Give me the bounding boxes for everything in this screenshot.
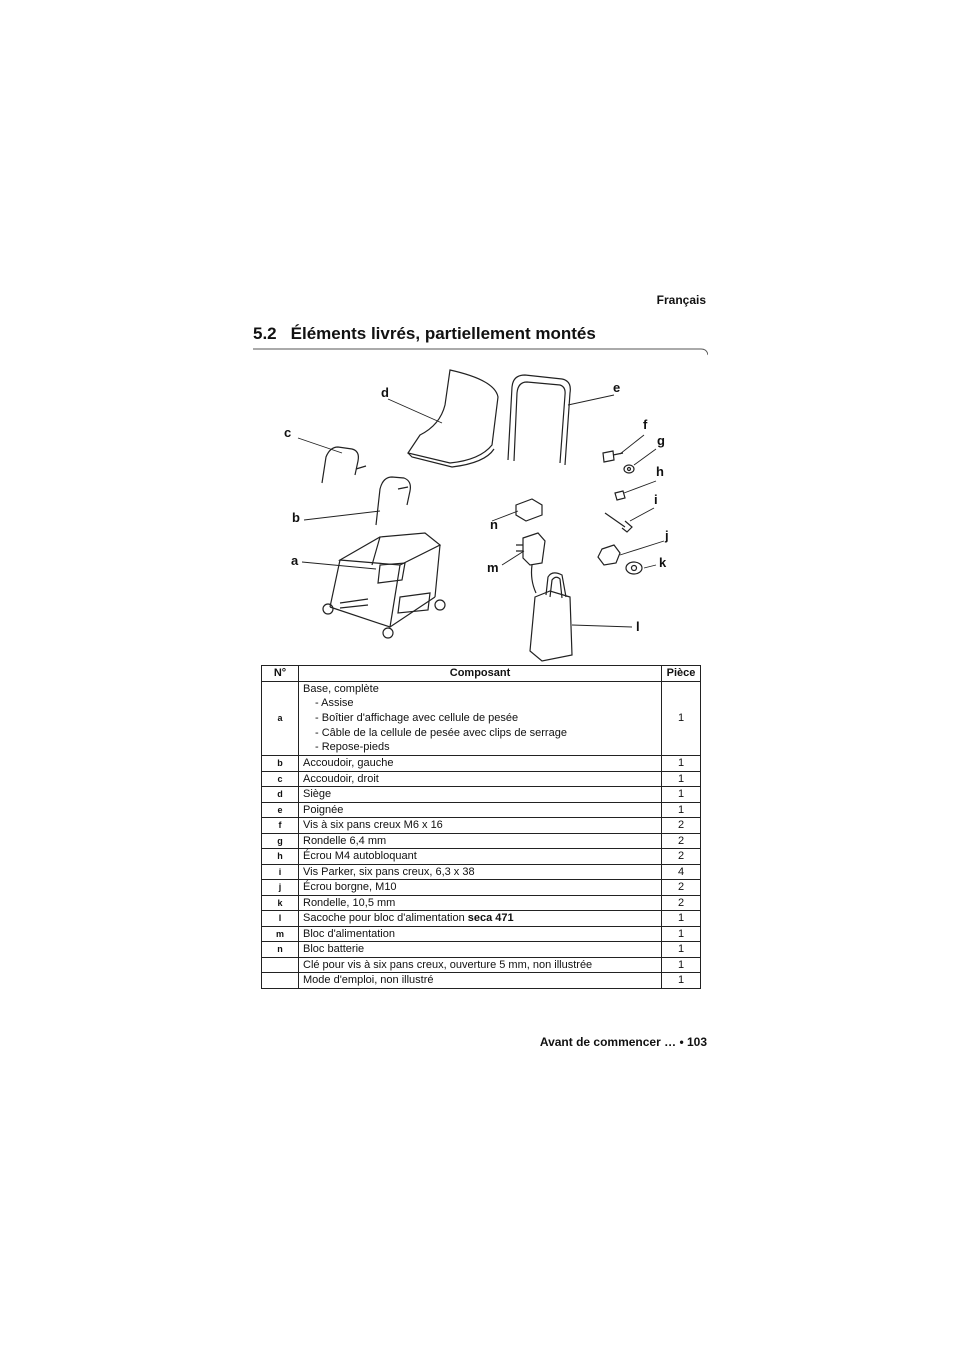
table-row bbox=[262, 957, 701, 973]
row-qty: 2 bbox=[662, 880, 701, 896]
sub-item: - Assise bbox=[303, 696, 657, 711]
row-component: Vis à six pans creux M6 x 16 bbox=[299, 818, 662, 834]
row-component: Mode d'emploi, non illustré bbox=[299, 973, 662, 989]
row-component: Poignée bbox=[299, 802, 662, 818]
leader-lines bbox=[298, 395, 664, 627]
row-component: Rondelle 6,4 mm bbox=[299, 833, 662, 849]
right-armrest-drawing bbox=[322, 447, 366, 483]
table-row bbox=[262, 849, 701, 865]
row-letter: a bbox=[262, 681, 299, 756]
row-qty: 1 bbox=[662, 756, 701, 772]
row-qty: 1 bbox=[662, 911, 701, 927]
header-component: Composant bbox=[299, 666, 662, 682]
row-component-main: Base, complète bbox=[303, 682, 379, 695]
seat-drawing bbox=[408, 370, 498, 467]
label-f: f bbox=[643, 417, 648, 432]
table-row bbox=[262, 911, 701, 927]
sub-item: - Repose-pieds bbox=[303, 740, 657, 755]
row-qty: 2 bbox=[662, 895, 701, 911]
row-component bbox=[299, 681, 662, 756]
row-component: Accoudoir, droit bbox=[299, 771, 662, 787]
row-component bbox=[299, 911, 662, 927]
label-n: n bbox=[490, 517, 498, 532]
row-qty: 1 bbox=[662, 787, 701, 803]
table-row bbox=[262, 802, 701, 818]
row-qty: 2 bbox=[662, 818, 701, 834]
label-h: h bbox=[656, 464, 664, 479]
language-label: Français bbox=[656, 293, 706, 307]
table-header-row bbox=[262, 666, 701, 682]
label-j: j bbox=[665, 528, 669, 543]
table-row bbox=[262, 942, 701, 958]
table-row bbox=[262, 771, 701, 787]
label-e: e bbox=[613, 380, 621, 395]
table-row bbox=[262, 818, 701, 834]
table-row bbox=[262, 895, 701, 911]
label-l: l bbox=[636, 619, 640, 634]
label-d: d bbox=[381, 385, 389, 400]
label-k: k bbox=[659, 555, 667, 570]
table-row bbox=[262, 880, 701, 896]
battery-drawing bbox=[516, 499, 542, 521]
row-letter: c bbox=[262, 771, 299, 787]
row-component: Clé pour vis à six pans creux, ouverture 5 mm, non illustrée bbox=[299, 957, 662, 973]
row-component: Écrou borgne, M10 bbox=[299, 880, 662, 896]
label-m: m bbox=[487, 560, 499, 575]
row-component: Accoudoir, gauche bbox=[299, 756, 662, 772]
row-letter: k bbox=[262, 895, 299, 911]
row-qty: 2 bbox=[662, 849, 701, 865]
handle-drawing bbox=[508, 375, 570, 465]
row-component: Siège bbox=[299, 787, 662, 803]
parts-illustration bbox=[280, 365, 700, 665]
row-qty: 2 bbox=[662, 833, 701, 849]
row-letter: n bbox=[262, 942, 299, 958]
row-component: Vis Parker, six pans creux, 6,3 x 38 bbox=[299, 864, 662, 880]
row-letter: l bbox=[262, 911, 299, 927]
label-g: g bbox=[657, 433, 665, 448]
row-letter: i bbox=[262, 864, 299, 880]
header-qty: Pièce bbox=[662, 666, 701, 682]
row-letter: b bbox=[262, 756, 299, 772]
row-letter: f bbox=[262, 818, 299, 834]
row-letter: h bbox=[262, 849, 299, 865]
title-rule bbox=[253, 346, 708, 356]
row-qty: 1 bbox=[662, 973, 701, 989]
power-supply-drawing bbox=[516, 533, 545, 593]
base-drawing bbox=[323, 533, 445, 638]
sub-item: - Câble de la cellule de pesée avec clips de serrage bbox=[303, 726, 657, 741]
row-component: Écrou M4 autobloquant bbox=[299, 849, 662, 865]
sub-item: - Boîtier d'affichage avec cellule de pesée bbox=[303, 711, 657, 726]
left-armrest-drawing bbox=[376, 477, 410, 525]
row-letter: g bbox=[262, 833, 299, 849]
table-row bbox=[262, 756, 701, 772]
table-row bbox=[262, 787, 701, 803]
table-row bbox=[262, 681, 701, 756]
label-a: a bbox=[291, 553, 299, 568]
table-row bbox=[262, 926, 701, 942]
row-component-text: Sacoche pour bloc d'alimentation bbox=[303, 912, 468, 925]
section-title bbox=[253, 324, 596, 344]
row-qty: 1 bbox=[662, 681, 701, 756]
row-component: Bloc batterie bbox=[299, 942, 662, 958]
row-qty: 1 bbox=[662, 942, 701, 958]
power-supply-bag-drawing bbox=[530, 573, 572, 661]
section-title-text: Éléments livrés, partiellement montés bbox=[290, 324, 596, 343]
label-b: b bbox=[292, 510, 300, 525]
row-letter: d bbox=[262, 787, 299, 803]
table-row bbox=[262, 973, 701, 989]
row-qty: 1 bbox=[662, 957, 701, 973]
table-row bbox=[262, 864, 701, 880]
row-qty: 4 bbox=[662, 864, 701, 880]
hardware-drawing bbox=[598, 451, 642, 574]
row-letter: j bbox=[262, 880, 299, 896]
label-c: c bbox=[284, 425, 292, 440]
row-letter bbox=[262, 973, 299, 989]
page-footer: Avant de commencer … • 103 bbox=[539, 1035, 707, 1049]
parts-table bbox=[261, 665, 701, 989]
row-qty: 1 bbox=[662, 771, 701, 787]
row-qty: 1 bbox=[662, 926, 701, 942]
row-letter bbox=[262, 957, 299, 973]
label-i: i bbox=[654, 492, 658, 507]
header-no: N° bbox=[262, 666, 299, 682]
row-letter: m bbox=[262, 926, 299, 942]
row-qty: 1 bbox=[662, 802, 701, 818]
row-component: Bloc d'alimentation bbox=[299, 926, 662, 942]
table-row bbox=[262, 833, 701, 849]
row-component: Rondelle, 10,5 mm bbox=[299, 895, 662, 911]
figure-labels bbox=[284, 380, 669, 634]
row-letter: e bbox=[262, 802, 299, 818]
section-number: 5.2 bbox=[253, 324, 277, 343]
product-name: seca 471 bbox=[467, 912, 514, 925]
